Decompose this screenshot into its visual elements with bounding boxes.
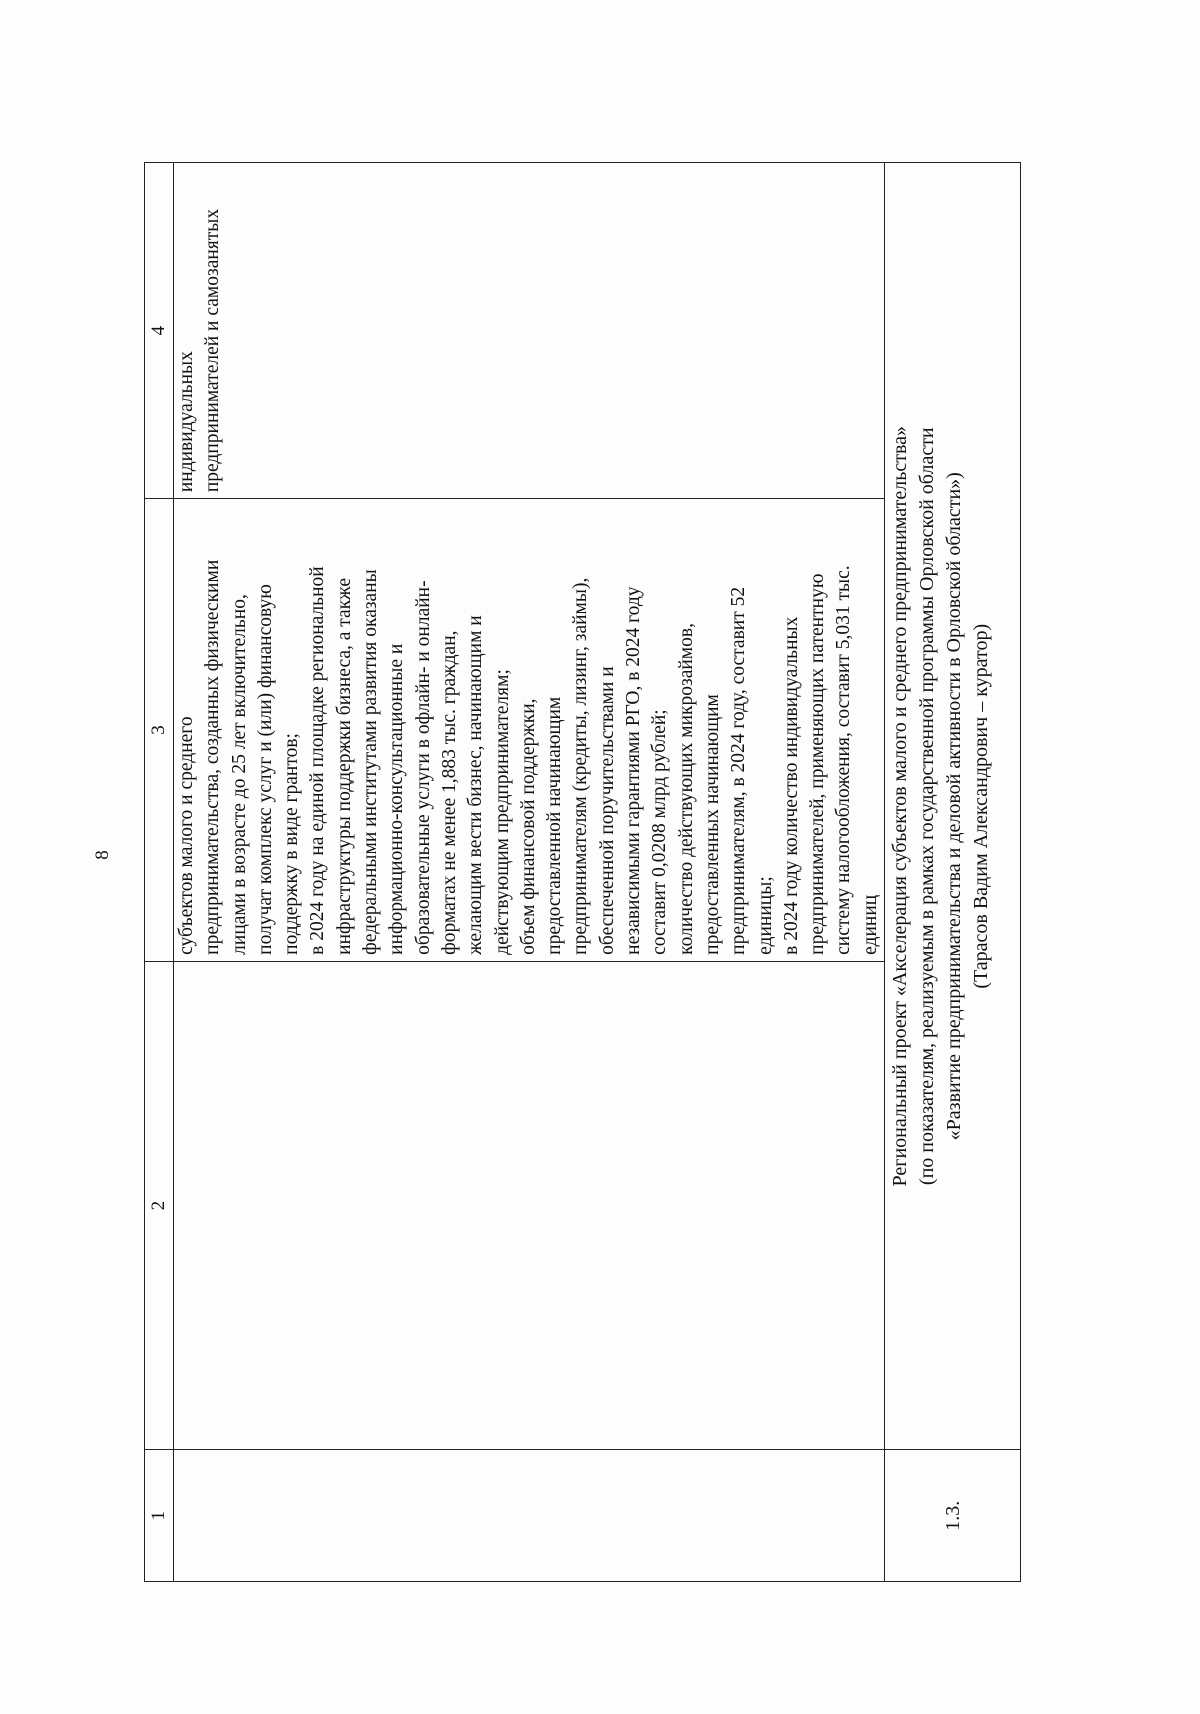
text-line: предоставленных начинающим xyxy=(701,694,723,955)
project-title-line: Региональный проект «Акселерация субъектов малого и среднего предпринимательства» xyxy=(889,426,912,1187)
text-line: независимыми гарантиями РГО, в 2024 году xyxy=(623,586,645,955)
document-table-rotated xyxy=(144,162,1004,1582)
text-line: объем финансовой поддержки, xyxy=(517,698,539,955)
header-col-1: 1 xyxy=(145,1450,174,1582)
cell-col-1 xyxy=(174,1450,885,1582)
cell-col-4 xyxy=(174,163,885,499)
text-line: единицы; xyxy=(754,876,776,955)
text-line: желающим вести бизнес, начинающим и xyxy=(465,615,487,955)
text-line: предпринимателям, в 2024 году, составит 52 xyxy=(728,586,750,955)
header-col-3: 3 xyxy=(145,499,174,962)
table-row xyxy=(174,163,885,1582)
text-line: предпринимательства, созданных физическими xyxy=(202,559,224,955)
text-line: поддержку в виде грантов; xyxy=(281,733,303,955)
project-title-line: (Тарасов Вадим Александрович – куратор) xyxy=(970,623,993,989)
text-line: форматах не менее 1,883 тыс. граждан, xyxy=(438,630,460,955)
result-text-col4 xyxy=(174,169,227,492)
text-line: федеральными институтами развития оказаны xyxy=(360,569,382,955)
text-line: единиц xyxy=(859,894,881,955)
text-line: информационно-консультационные и xyxy=(386,643,408,955)
project-title-line: (по показателям, реализуемым в рамках государственной программы Орловской области xyxy=(916,427,939,1186)
project-title-lines xyxy=(887,169,995,1443)
document-table xyxy=(144,162,1021,1582)
project-title xyxy=(885,163,1021,1450)
project-row xyxy=(885,163,1021,1582)
text-line: индивидуальных xyxy=(176,351,197,493)
header-col-4: 4 xyxy=(145,163,174,499)
text-line: лицами в возрасте до 25 лет включительно, xyxy=(228,594,250,955)
text-line: в 2024 году количество индивидуальных xyxy=(780,616,802,955)
text-line: получат комплекс услуг и (или) финансовую xyxy=(254,584,276,955)
text-line: предпринимателей, применяющих патентную xyxy=(807,573,829,955)
text-line: составит 0,0208 млрд рублей; xyxy=(649,709,671,955)
text-line: образовательные услуги в офлайн- и онлайн- xyxy=(412,580,434,955)
table-header-row xyxy=(145,163,174,1582)
text-line: предпринимателей и самозанятых xyxy=(202,208,224,493)
text-line: действующим предпринимателям; xyxy=(491,669,513,955)
cell-col-2 xyxy=(174,961,885,1450)
text-line: систему налогообложения, составит 5,031 тыс. xyxy=(833,565,855,955)
text-line: предпринимателям (кредиты, лизинг, займы), xyxy=(570,577,592,955)
text-line: количество действующих микрозаймов, xyxy=(675,623,697,955)
text-line: инфраструктуры поддержки бизнеса, а также xyxy=(333,577,355,955)
page-number: 8 xyxy=(91,850,113,860)
header-col-2: 2 xyxy=(145,961,174,1450)
project-title-line: «Развитие предпринимательства и деловой активности в Орловской области») xyxy=(943,472,966,1141)
project-number: 1.3. xyxy=(885,1450,1021,1582)
text-line: в 2024 году на единой площадке региональной xyxy=(307,566,329,955)
result-text xyxy=(174,505,884,955)
text-line: обеспеченной поручительствами и xyxy=(596,666,618,955)
cell-col-3 xyxy=(174,499,885,962)
text-line: предоставленной начинающим xyxy=(544,696,566,955)
text-line: субъектов малого и среднего xyxy=(176,716,197,955)
